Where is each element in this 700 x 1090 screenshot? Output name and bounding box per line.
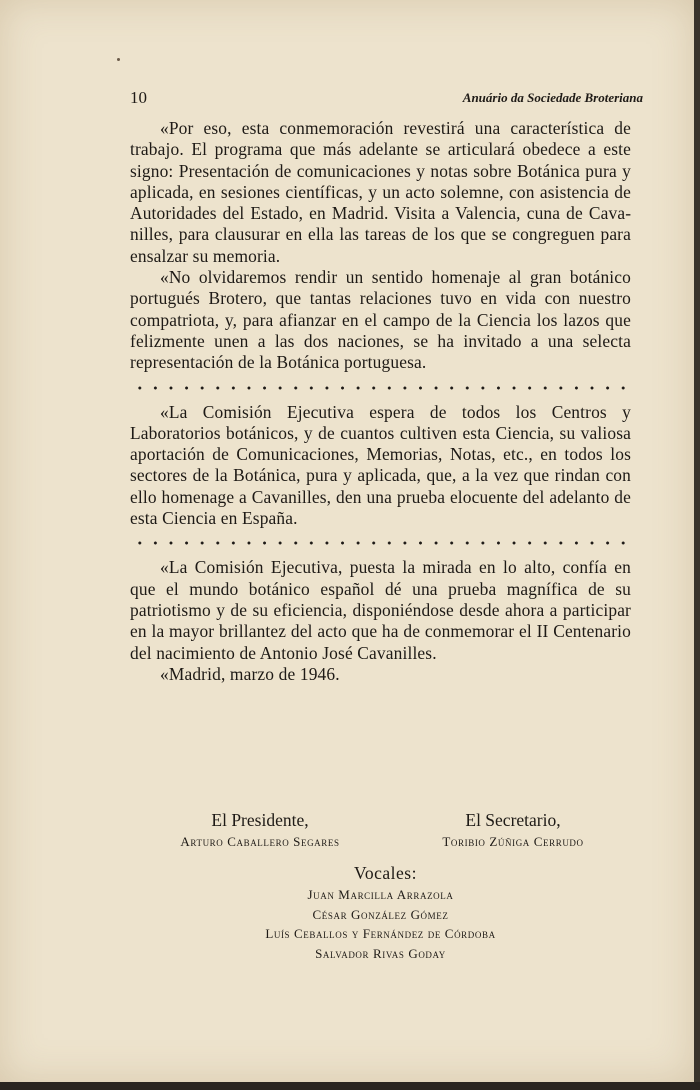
date-line: «Madrid, marzo de 1946.	[160, 663, 340, 684]
secretary-signature	[392, 808, 634, 852]
secretary-title: El Secretario,	[465, 810, 561, 830]
book-spine-edge	[694, 0, 700, 1090]
paragraph-comision: «La Comisión Ejecutiva, puesta la mirada en lo alto, confía en que el mundo botánico español dé una prueba magnífica de su patriotismo y de su eficiencia, disponiéndose desde ahora a participar en la mayor brillantez del acto que ha de conmemorar el II Centenario del nacimiento de Antonio José Cavanilles.	[130, 557, 631, 663]
ellipsis-divider	[132, 537, 631, 549]
president-title: El Presidente,	[211, 810, 309, 830]
secretary-name: Toribio Zúñiga Cerrudo	[442, 834, 584, 849]
president-name: Arturo Caballero Segares	[180, 834, 340, 849]
vocales-section	[130, 861, 631, 963]
vocal-name: Juan Marcilla Arrazola	[307, 887, 454, 902]
vocal-name: Luís Ceballos y Fernández de Córdoba	[265, 926, 496, 941]
page-header	[130, 88, 643, 112]
vocales-title: Vocales:	[354, 863, 417, 883]
paragraph-program: «Por eso, esta conmemoración revestirá una característica de trabajo. El programa que más adelante se articulará obedece a este signo: Presentación de comunicaciones y notas sobre Botánica pura y aplicada, en sesiones científicas, y un acto solemne, con asistencia de Autoridades del Estado, en Madrid. Visita a Valencia, cuna de Cavanilles, para clausurar en ella las tareas de los que se congreguen para ensalzar su memoria.	[130, 118, 631, 266]
paragraph-brotero: «No olvidaremos rendir un sentido homenaje al gran botánico portugués Brotero, que tantas relaciones tuvo en vida con nuestro compatriota, y, para afianzar en el campo de la Ciencia los lazos que felizmente unen a las dos naciones, se ha invitado a una selecta representación de la Botánica portuguesa.	[130, 267, 631, 373]
ellipsis-divider	[132, 382, 631, 394]
president-signature	[140, 808, 380, 852]
paragraph-centros: «La Comisión Ejecutiva espera de todos los Centros y Laboratorios botánicos, y de cuantos cultiven esta Ciencia, su valiosa aportación de Comunicaciones, Memorias, Notas, etc., en todos los sectores de la Botánica, pura y aplicada, que, a la vez que rindan con ello homenage a Cavanilles, den una prueba elocuente del adelanto de esta Ciencia en España.	[130, 401, 631, 529]
book-bottom-edge	[0, 1082, 700, 1090]
vocal-name: César González Gómez	[312, 906, 449, 922]
body-text	[130, 118, 631, 685]
page-number: 10	[130, 88, 147, 107]
paper-speck	[117, 58, 120, 61]
journal-title: Anuário da Sociedade Broteriana	[462, 90, 643, 105]
vocal-name: Salvador Rivas Goday	[315, 945, 446, 961]
